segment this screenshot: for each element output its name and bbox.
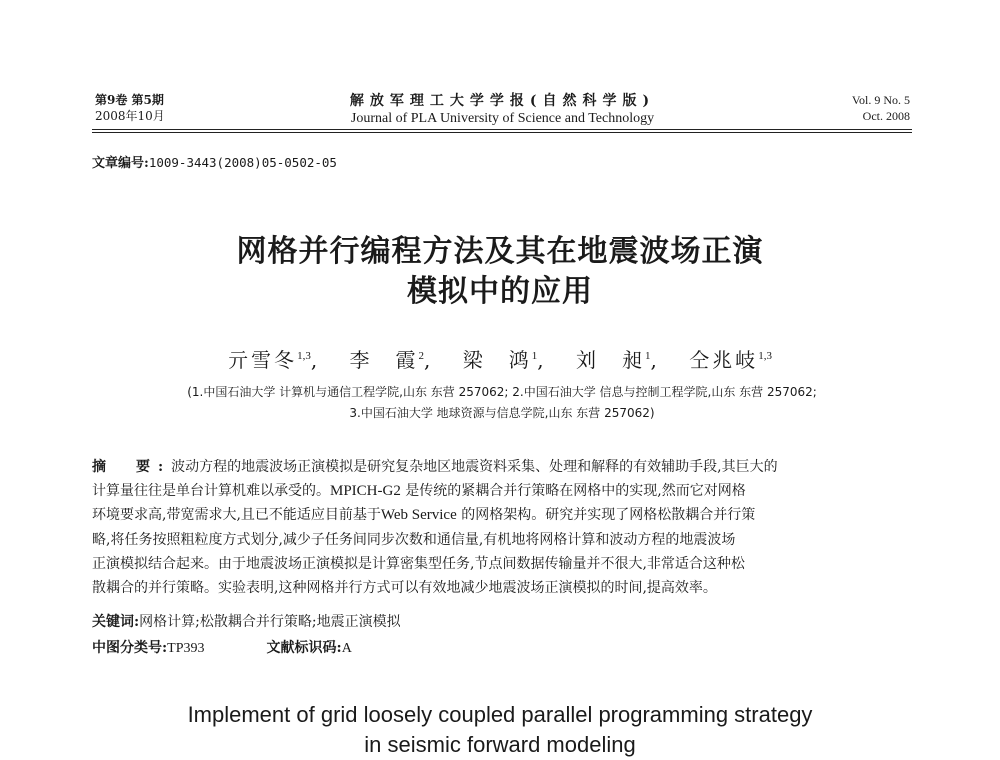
abstract-label: 摘 要: (92, 459, 172, 475)
clc-value: TP393 (167, 641, 205, 656)
affiliation-line-2: 3.中国石油大学 地球资源与信息学院,山东 东营 257062) (349, 406, 655, 420)
author-name: 梁 鸿 (462, 348, 532, 372)
abstract-line: 散耦合的并行策略。实验表明,这种网格并行方式可以有效地减少地震波场正演模拟的时间,提高效率。 (92, 580, 717, 597)
header-date-cn: 2008年10月 (95, 109, 165, 123)
header-rule-top (92, 129, 912, 130)
document-code-label: 文献标识码: (266, 640, 342, 656)
running-header (95, 92, 910, 130)
journal-name-cn: 解放军理工大学学报(自然科学版) (349, 93, 656, 109)
title-en-line-1: Implement of grid loosely coupled parallel programming strategy (187, 702, 813, 727)
keywords-label: 关键词: (92, 614, 140, 630)
abstract-term: Web Service (380, 507, 457, 524)
document-code-value: A (341, 641, 352, 656)
author: 李 霞$^2$, (349, 348, 434, 372)
author-name: 仝兆岐 (689, 348, 759, 372)
header-rule-bottom (92, 132, 912, 133)
abstract-text: 计算量往往是单台计算机难以承受的。 (92, 483, 330, 500)
author-affiliation-mark: 1,3 (758, 350, 772, 362)
abstract-term: MPICH-G2 (330, 483, 401, 500)
abstract (92, 455, 912, 600)
abstract-line: 正演模拟结合起来。由于地震波场正演模拟是计算密集型任务,节点间数据传输量并不很大,非常适合这种松 (92, 555, 745, 572)
title-line-2: 模拟中的应用 (407, 274, 593, 309)
author-name: 李 霞 (349, 348, 419, 372)
header-issue-en (852, 92, 910, 124)
author-name: 刘 昶 (575, 348, 645, 372)
author-affiliation-mark: 1 (531, 350, 538, 362)
author (689, 348, 772, 372)
article-number (92, 152, 337, 171)
article-number-value: 1009-3443(2008)05-0502-05 (148, 155, 337, 170)
author: 亓雪冬$^{1,3}$, (228, 348, 321, 372)
keywords (92, 611, 401, 631)
header-date-en: Oct. 2008 (862, 109, 910, 123)
paper-title-cn (0, 232, 1000, 312)
abstract-line (92, 479, 912, 503)
author: 刘 昶$^1$, (575, 348, 660, 372)
abstract-line (92, 455, 912, 479)
header-vol-issue-cn: 第9卷 第5期 (95, 93, 164, 107)
clc-label: 中图分类号: (92, 640, 168, 656)
abstract-text: 的网格架构。研究并实现了网格松散耦合并行策 (456, 507, 756, 524)
classification (92, 637, 352, 657)
abstract-text: 环境要求高,带宽需求大,且已不能适应目前基于 (92, 507, 381, 524)
abstract-text: 波动方程的地震波场正演模拟是研究复杂地区地震资料采集、处理和解释的有效辅助手段,其巨大的 (171, 459, 778, 475)
journal-name-en: Journal of PLA University of Science and Technology (350, 111, 655, 126)
author-name: 亓雪冬 (228, 348, 298, 372)
author-list (0, 344, 1000, 373)
title-line-1: 网格并行编程方法及其在地震波场正演 (236, 234, 764, 269)
author-affiliation-mark: 1,3 (297, 350, 311, 362)
affiliations (92, 382, 912, 424)
affiliation-line-1: (1.中国石油大学 计算机与通信工程学院,山东 东营 257062; 2.中国石油大学 信息与控制工程学院,山东 东营 257062; (187, 385, 817, 399)
header-vol-issue-en: Vol. 9 No. 5 (851, 93, 910, 107)
title-en-line-2: in seismic forward modeling (364, 732, 636, 757)
author: 梁 鸿$^1$, (462, 348, 547, 372)
abstract-line: 略,将任务按照粗粒度方式划分,减少子任务间同步次数和通信量,有机地将网格计算和波动方程的地震波场 (92, 531, 736, 548)
author-affiliation-mark: 1 (644, 350, 651, 362)
abstract-line (92, 503, 912, 527)
article-number-label: 文章编号: (92, 156, 149, 171)
abstract-text: 是传统的紧耦合并行策略在网格中的实现,然而它对网格 (400, 483, 746, 500)
keywords-value: 网格计算;松散耦合并行策略;地震正演模拟 (139, 614, 401, 630)
paper-title-en (0, 700, 1000, 760)
author-affiliation-mark: 2 (418, 350, 425, 362)
header-journal (95, 92, 910, 128)
